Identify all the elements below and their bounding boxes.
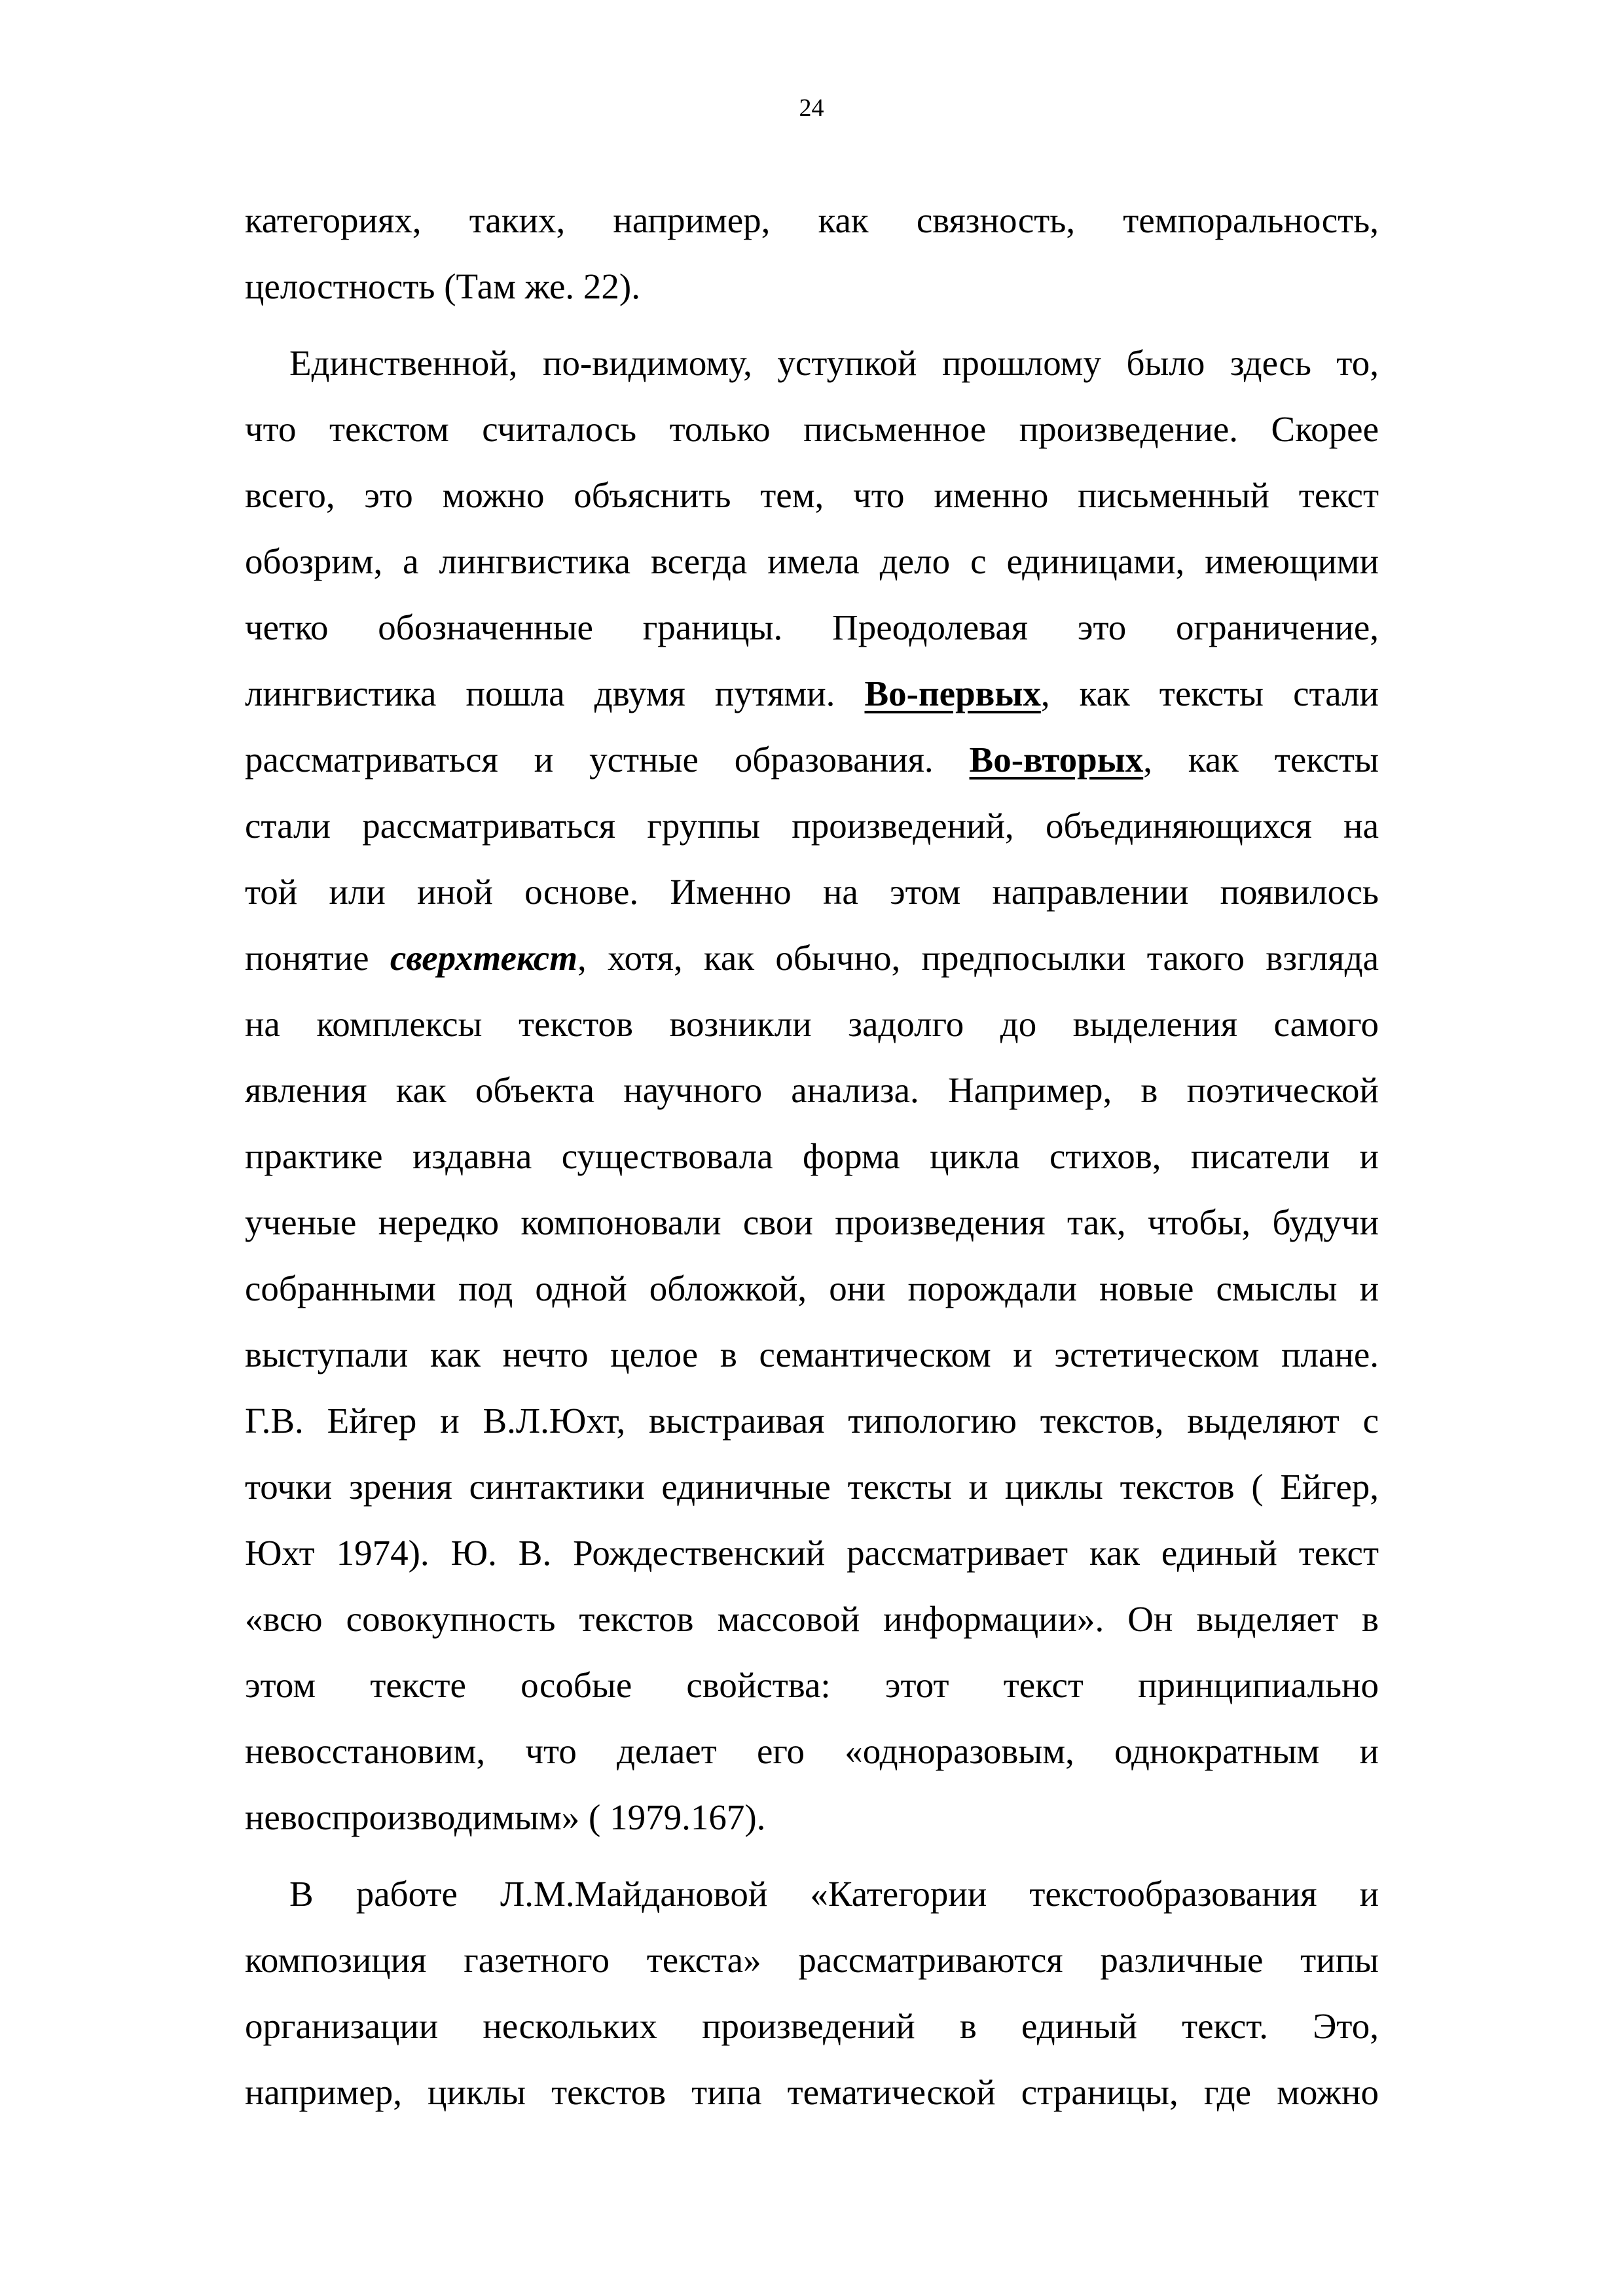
text-line: четко обозначенные границы. Преодолевая это ограничение, bbox=[245, 607, 1379, 647]
text-line: В работе Л.М.Майдановой «Категории текстообразования и bbox=[289, 1874, 1379, 1914]
text-line: практике издавна существовала форма цикла стихов, писатели и bbox=[245, 1136, 1379, 1176]
text-line: организации нескольких произведений в единый текст. Это, bbox=[245, 2006, 1379, 2046]
text-segment: , хотя, как обычно, предпосылки такого взгляда bbox=[577, 938, 1379, 978]
text-line: ученые нередко компоновали свои произведения так, чтобы, будучи bbox=[245, 1202, 1379, 1242]
text-line: Г.В. Ейгер и В.Л.Юхт, выстраивая типологию текстов, выделяют с bbox=[245, 1401, 1379, 1441]
text-line: композиция газетного текста» рассматриваются различные типы bbox=[245, 1940, 1379, 1980]
text-line: собранными под одной обложкой, они порождали новые смыслы и bbox=[245, 1268, 1379, 1308]
emphasis-term: сверхтекст bbox=[390, 938, 577, 978]
text-line: выступали как нечто целое в семантическом и эстетическом плане. bbox=[245, 1335, 1379, 1374]
text-line: явления как объекта научного анализа. Например, в поэтической bbox=[245, 1070, 1379, 1110]
text-line: целостность (Там же. 22). bbox=[245, 266, 640, 306]
text-segment: , как тексты стали bbox=[1040, 673, 1379, 713]
text-segment: рассматриваться и устные образования. bbox=[245, 740, 970, 780]
text-line: на комплексы текстов возникли задолго до выделения самого bbox=[245, 1004, 1379, 1044]
text-line: стали рассматриваться группы произведений, объединяющихся на bbox=[245, 806, 1379, 846]
text-segment: , как тексты bbox=[1143, 740, 1379, 780]
text-line: категориях, таких, например, как связность, темпоральность, bbox=[245, 200, 1379, 240]
text-line: Юхт 1974). Ю. В. Рождественский рассматривает как единый текст bbox=[245, 1533, 1379, 1573]
emphasis-first: Во-первых bbox=[864, 673, 1041, 713]
text-line: точки зрения синтактики единичные тексты и циклы текстов ( Ейгер, bbox=[245, 1467, 1379, 1507]
text-line: невосстановим, что делает его «одноразовым, однократным и bbox=[245, 1731, 1379, 1771]
text-line bbox=[245, 925, 1379, 991]
text-line bbox=[245, 726, 1379, 793]
text-line: что текстом считалось только письменное произведение. Скорее bbox=[245, 409, 1379, 449]
text-line: «всю совокупность текстов массовой информации». Он выделяет в bbox=[245, 1599, 1379, 1639]
text-segment: понятие bbox=[245, 938, 390, 978]
text-segment: лингвистика пошла двумя путями. bbox=[245, 673, 865, 713]
page-number: 24 bbox=[799, 94, 824, 122]
text-line: этом тексте особые свойства: этот текст принципиально bbox=[245, 1665, 1379, 1705]
text-line: обозрим, а лингвистика всегда имела дело с единицами, имеющими bbox=[245, 541, 1379, 581]
text-line: невоспроизводимым» ( 1979.167). bbox=[245, 1797, 766, 1837]
text-line: той или иной основе. Именно на этом направлении появилось bbox=[245, 872, 1379, 912]
text-line: Единственной, по-видимому, уступкой прошлому было здесь то, bbox=[289, 343, 1379, 383]
text-line: например, циклы текстов типа тематической страницы, где можно bbox=[245, 2072, 1379, 2112]
text-line bbox=[245, 660, 1379, 726]
body-text bbox=[245, 187, 1379, 2125]
text-line: всего, это можно объяснить тем, что именно письменный текст bbox=[245, 475, 1379, 515]
emphasis-second: Во-вторых bbox=[969, 740, 1144, 780]
